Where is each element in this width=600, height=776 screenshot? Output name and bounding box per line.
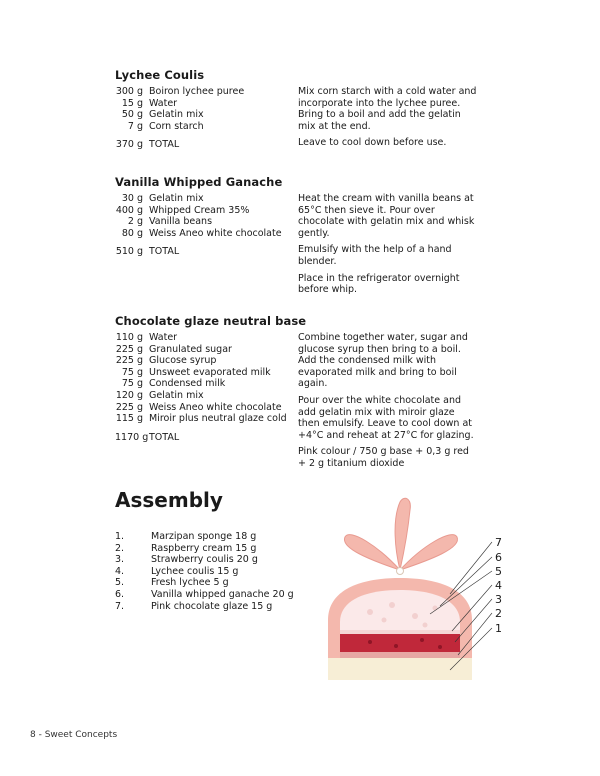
section-title-lychee-coulis: Lychee Coulis [115,68,205,82]
ingredient-name: Corn starch [149,120,204,132]
ingredient-name: Weiss Aneo white chocolate [149,401,282,413]
assembly-item [115,566,315,578]
ingredient-name: Granulated sugar [149,343,232,355]
bow-icon [344,498,457,574]
section-title-chocolate-glaze: Chocolate glaze neutral base [115,314,307,328]
ingredient-qty: 225 g [115,401,143,413]
assembly-item-text: Fresh lychee 5 g [151,577,229,589]
ingredient-name: Unsweet evaporated milk [149,366,271,378]
ingredient-qty: 75 g [121,378,143,390]
assembly-item [115,589,315,601]
ingredient-qty: 50 g [121,109,143,121]
ingredient-qty: 225 g [115,355,143,367]
ingredient-name: Boiron lychee puree [149,86,245,97]
assembly-item [115,577,315,589]
ingredient-row [115,332,295,344]
assembly-item-number: 7. [115,600,125,612]
ingredient-name: Weiss Aneo white chocolate [149,227,282,239]
ingredient-row [115,98,295,110]
layer-label-4: 4 [495,579,502,592]
cake-cross-section-diagram [300,490,520,690]
ingredient-row [115,390,295,402]
assembly-item-number: 5. [115,577,125,589]
ingredient-qty: 225 g [115,343,143,355]
assembly-item [115,543,315,555]
method-paragraph: Heat the cream with vanilla beans at 65°C then sieve it. Pour over chocolate with gelatin mix and whisk gently. [298,193,475,239]
ingredient-row [115,413,295,425]
assembly-item-number: 1. [115,531,125,542]
assembly-title: Assembly [115,488,223,512]
section-title-vanilla-whipped-ganache: Vanilla Whipped Ganache [115,175,283,189]
layer-label-6: 6 [495,551,502,564]
ingredient-row [115,367,295,379]
ingredient-qty: 30 g [121,193,143,204]
ingredient-row [115,205,295,217]
ingredient-qty: 110 g [115,332,143,343]
ingredient-row [115,216,295,228]
total-label: TOTAL [149,431,180,443]
total-label: TOTAL [149,246,180,258]
method-paragraph: Place in the refrigerator overnight before whip. [298,272,460,296]
ingredient-list-lychee-coulis [115,86,295,151]
method-vanilla-ganache [298,193,478,301]
ingredient-name: Whipped Cream 35% [149,204,250,216]
ingredient-name: Miroir plus neutral glaze cold [149,413,287,425]
marzipan-sponge-layer [328,658,472,680]
assembly-item-number: 3. [115,554,125,566]
layer-label-7: 7 [495,536,502,549]
ingredient-name: Gelatin mix [149,193,204,204]
method-paragraph: Emulsify with the help of a hand blender. [298,244,452,267]
assembly-item-number: 2. [115,542,125,554]
ingredient-name: Vanilla beans [149,216,213,228]
assembly-item-text: Vanilla whipped ganache 20 g [151,588,294,600]
assembly-item [115,601,315,613]
ingredient-list-chocolate-glaze [115,332,295,443]
method-paragraph: Combine together water, sugar and glucose syrup then bring to a boil. Add the condensed milk with evaporated milk and bring to boil again. [298,332,468,390]
total-qty: 510 g [115,246,143,258]
assembly-item [115,554,315,566]
strawberry-coulis-layer [340,634,460,652]
assembly-item-number: 6. [115,588,125,600]
ingredient-row [115,121,295,133]
ingredient-qty: 15 g [121,97,143,109]
ingredient-row [115,402,295,414]
assembly-item [115,531,315,543]
ingredient-row [115,109,295,121]
ingredient-name: Glucose syrup [149,355,217,367]
method-paragraph: Pink colour / 750 g base + 0,3 g red + 2 g titanium dioxide [298,446,469,469]
ingredient-row [115,355,295,367]
ingredient-row [115,86,295,98]
method-chocolate-glaze [298,332,478,475]
ingredient-total-row [115,246,295,258]
total-label: TOTAL [149,139,180,151]
total-qty: 1170 g [115,431,149,443]
ingredient-qty: 75 g [121,366,143,378]
ingredient-qty: 300 g [115,86,143,97]
ingredient-name: Gelatin mix [149,389,204,401]
assembly-item-text: Lychee coulis 15 g [151,565,239,577]
ingredient-qty: 2 g [127,216,143,228]
total-qty: 370 g [115,139,143,151]
ingredient-total-row [115,139,295,151]
raspberry-cream-layer [340,652,460,658]
ingredient-list-vanilla-ganache [115,193,295,258]
ingredient-row [115,193,295,205]
ingredient-qty: 120 g [115,389,143,401]
ingredient-name: Gelatin mix [149,109,204,121]
method-paragraph: Pour over the white chocolate and add gelatin mix with miroir glaze then emulsify. Leave to cool down at +4°C and reheat at 27°C for glazing. [298,394,474,441]
method-paragraph: Leave to cool down before use. [298,137,447,149]
layer-label-2: 2 [495,607,502,620]
ingredient-total-row [115,432,295,444]
ingredient-qty: 115 g [115,413,143,425]
ingredient-row [115,378,295,390]
lychee-coulis-layer [340,630,460,634]
ingredient-name: Water [149,97,178,109]
layer-label-1: 1 [495,622,502,635]
layer-label-5: 5 [495,565,502,578]
assembly-item-text: Pink chocolate glaze 15 g [151,600,273,612]
method-paragraph: Mix corn starch with a cold water and incorporate into the lychee puree. Bring to a boil and add the gelatin mix at the end. [298,86,477,132]
ingredient-row [115,344,295,356]
assembly-list [115,531,315,612]
ingredient-qty: 80 g [121,227,143,239]
page-footer: 8 - Sweet Concepts [30,730,118,740]
assembly-item-text: Raspberry cream 15 g [151,542,257,554]
ingredient-name: Condensed milk [149,378,226,390]
assembly-item-number: 4. [115,565,125,577]
ingredient-qty: 7 g [127,120,143,132]
assembly-item-text: Strawberry coulis 20 g [151,554,258,566]
assembly-item-text: Marzipan sponge 18 g [151,531,257,542]
ingredient-row [115,228,295,240]
method-lychee-coulis [298,86,478,154]
ingredient-name: Water [149,332,178,343]
ingredient-qty: 400 g [115,204,143,216]
layer-label-3: 3 [495,593,502,606]
